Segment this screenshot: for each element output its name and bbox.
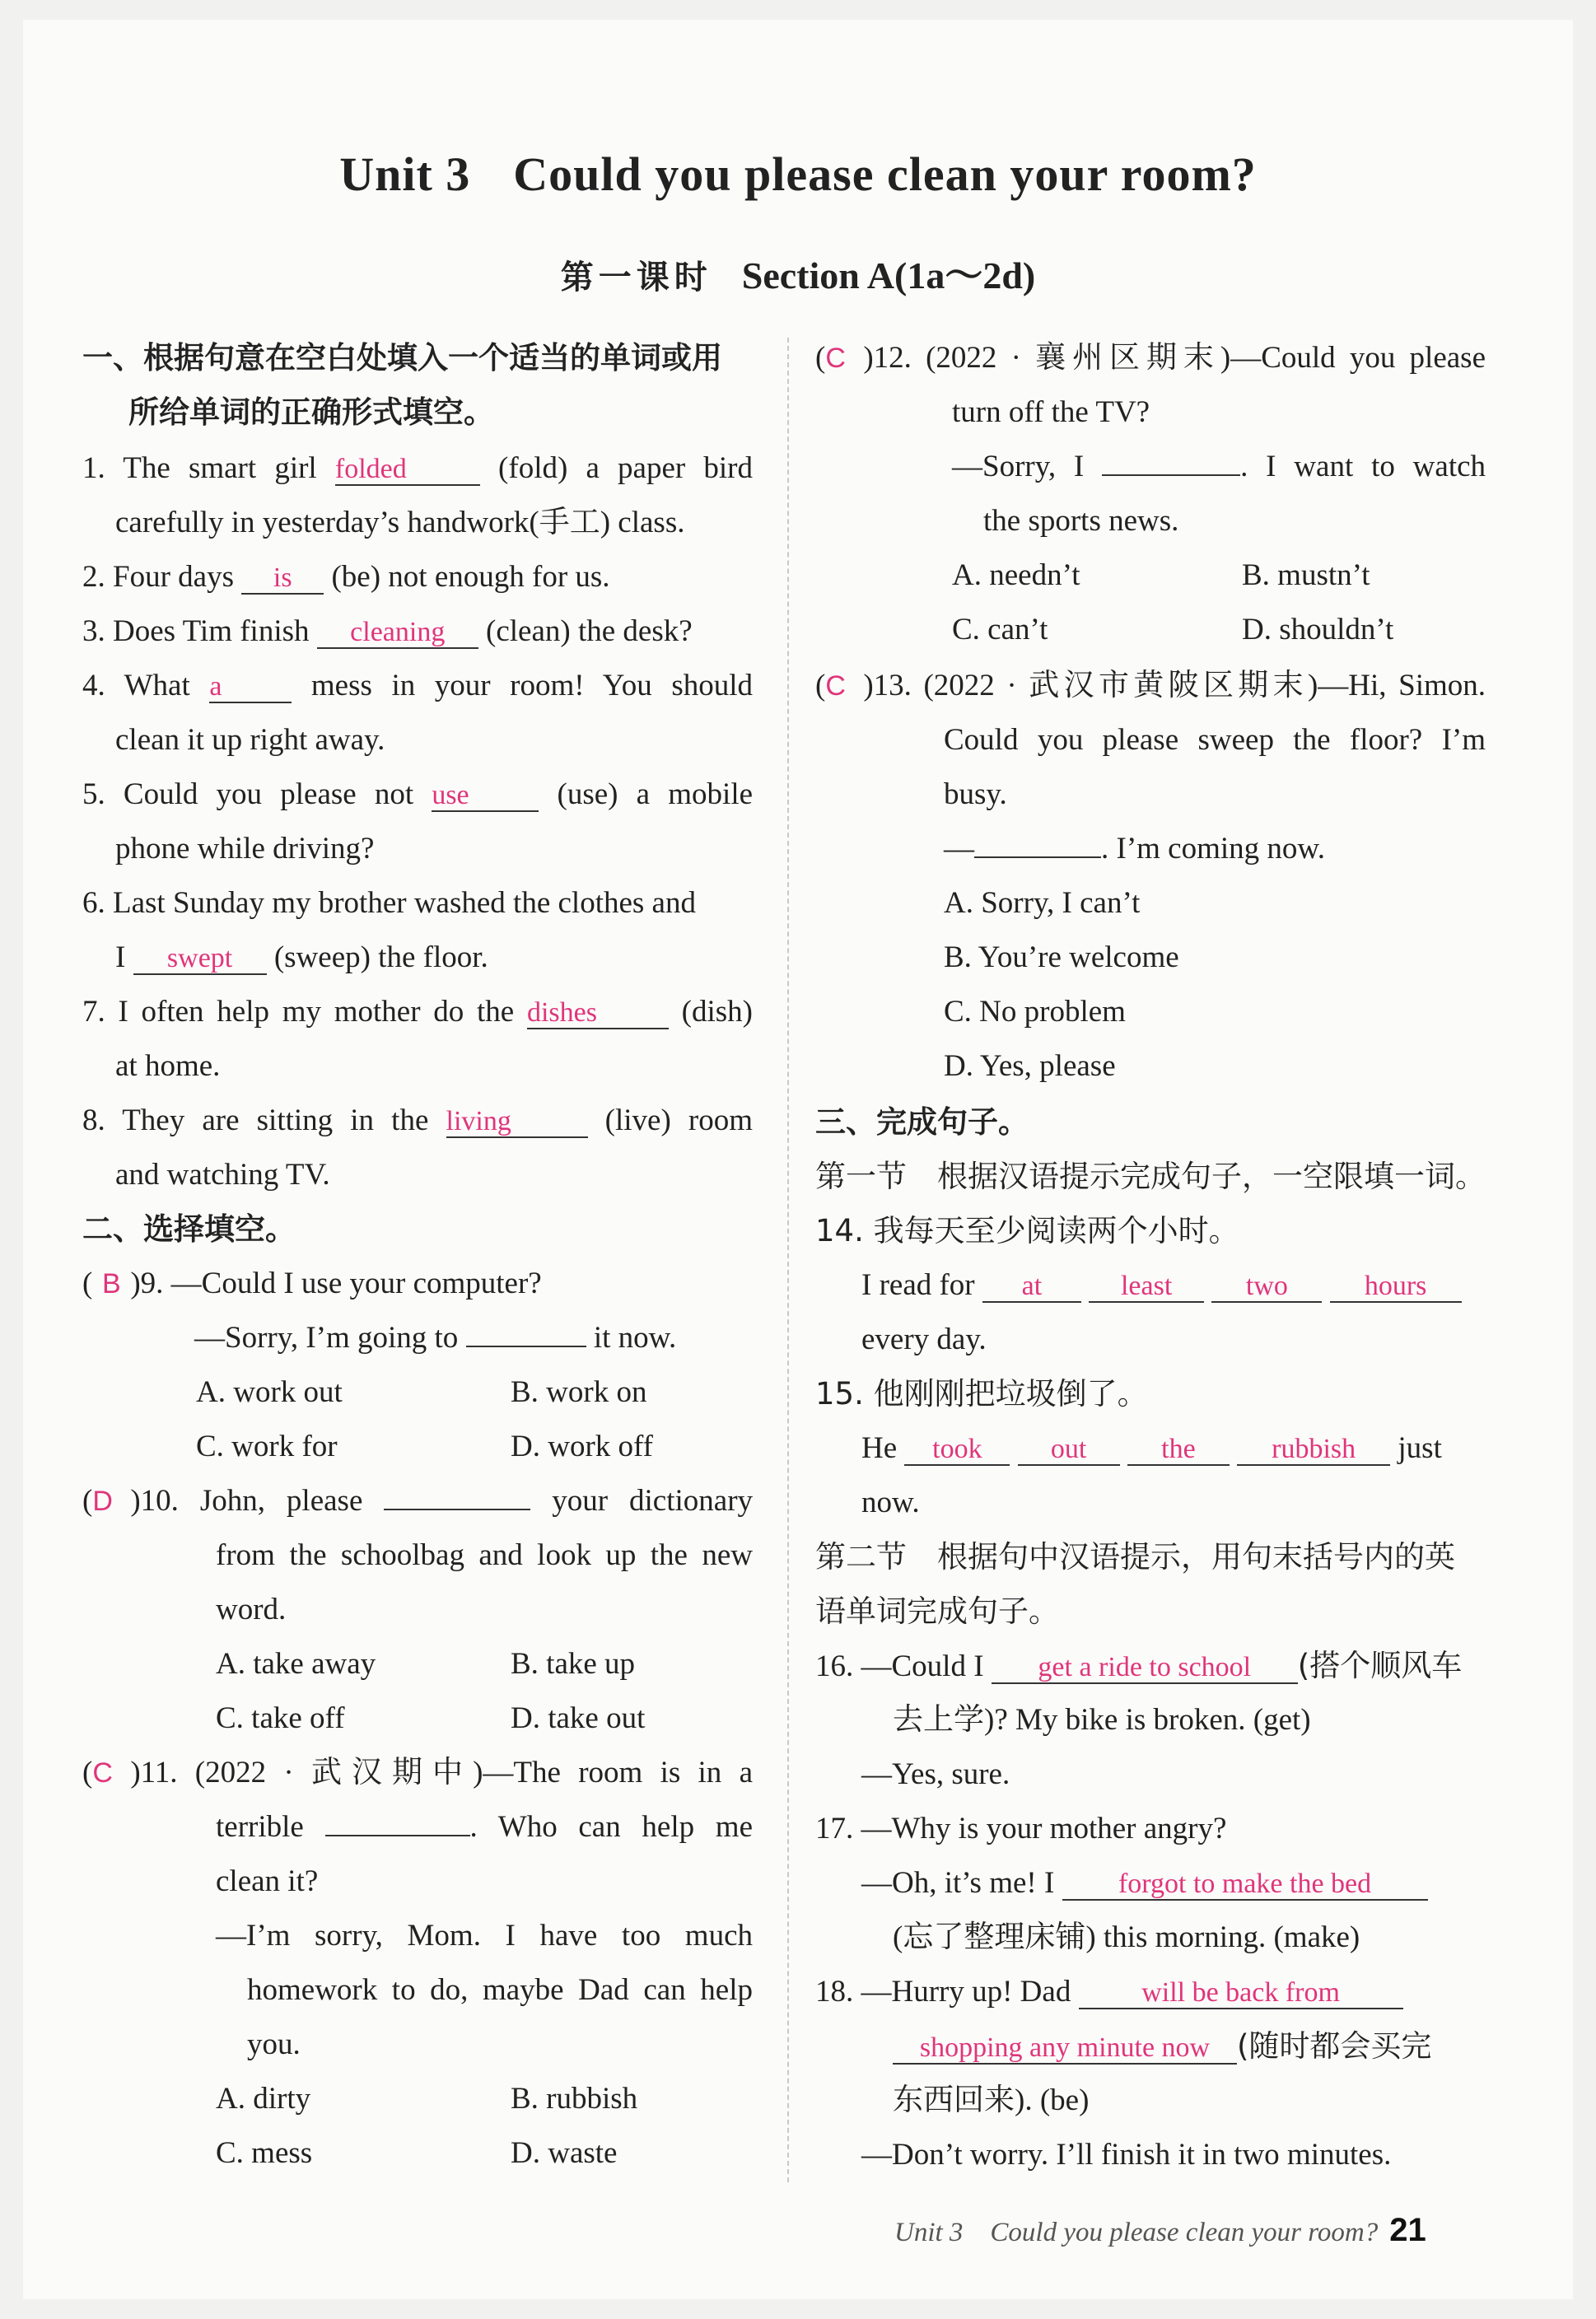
answer-blank: forgot to make the bed [1062, 1869, 1428, 1901]
q11-option-c: C. mess [216, 2136, 313, 2170]
q11-reply: —I’m sorry, Mom. I have too much [216, 1919, 753, 1953]
q11-reply-cont2: you. [247, 2027, 301, 2061]
section1-instruction: 第一节 根据汉语提示完成句子，一空限填一词。 [815, 1159, 1486, 1194]
q17-reply: —Oh, it’s me! I forgot to make the bed [861, 1868, 1428, 1901]
answer-blank: a [209, 672, 292, 703]
q11-option-d: D. waste [511, 2136, 618, 2170]
answer-blank [384, 1509, 530, 1510]
q6-cont: I swept (sweep) the floor. [115, 940, 488, 974]
q11: (C )11. (2022 · 武汉期中)—The room is in a [82, 1756, 753, 1789]
q2: 2. Four days is (be) not enough for us. [82, 560, 610, 594]
answer-blank [466, 1346, 586, 1347]
q13-reply: — . I’m coming now. [944, 832, 1325, 866]
q4: 4. What a mess in your room! You should [82, 669, 753, 702]
q9-cont: —Sorry, I’m going to it now. [194, 1321, 677, 1355]
q16-reply: —Yes, sure. [861, 1757, 1010, 1791]
q9-option-d: D. work off [511, 1430, 653, 1463]
answer-blank: two [1211, 1271, 1322, 1303]
q5: 5. Could you please not use (use) a mobile [82, 777, 754, 811]
answer-blank: least [1089, 1271, 1204, 1303]
answer-blank: dishes [527, 998, 669, 1029]
q13-option-a: A. Sorry, I can’t [944, 886, 1141, 920]
q9-option-b: B. work on [511, 1375, 647, 1409]
answer-blank [974, 856, 1101, 858]
q11-option-a: A. dirty [216, 2082, 311, 2116]
q9: ( B )9. —Could I use your computer? [82, 1267, 542, 1300]
q15: He took out the rubbish just [861, 1431, 1442, 1465]
page-number: 21 [1389, 2212, 1426, 2248]
q17: 17. —Why is your mother angry? [815, 1812, 1227, 1845]
q3: 3. Does Tim finish cleaning (clean) the desk? [82, 614, 693, 648]
choice-answer: C [92, 1757, 113, 1789]
q16-cont: 去上学)? My bike is broken. (get) [893, 1703, 1311, 1737]
answer-blank: is [241, 563, 324, 595]
q13-cont2: busy. [944, 777, 1007, 811]
choice-answer: C [825, 670, 846, 702]
q18-cont2: 东西回来). (be) [893, 2083, 1090, 2117]
q10-option-d: D. take out [511, 1701, 646, 1735]
q12-option-a: A. needn’t [952, 558, 1080, 592]
q10-option-c: C. take off [216, 1701, 345, 1735]
q12: (C )12. (2022 · 襄州区期末)—Could you please [815, 341, 1486, 375]
q5-cont: phone while driving? [115, 832, 375, 866]
q18-reply: —Don’t worry. I’ll finish it in two minutes. [861, 2138, 1392, 2172]
part1-heading: 一、根据句意在空白处填入一个适当的单词或用 [82, 340, 722, 376]
q9-option-a: A. work out [196, 1375, 343, 1409]
q18-cont: shopping any minute now (随时都会买完 [893, 2031, 1431, 2065]
lesson-subtitle: 第一课时 Section A(1a～2d) [560, 254, 1036, 296]
answer-blank: living [446, 1107, 588, 1138]
q12-option-b: B. mustn’t [1242, 558, 1370, 592]
choice-answer: B [101, 1268, 121, 1299]
q10-cont2: word. [216, 1593, 287, 1626]
answer-blank: rubbish [1237, 1435, 1390, 1466]
section2-instruction-cont: 语单词完成句子。 [815, 1593, 1059, 1629]
q4-cont: clean it up right away. [115, 723, 385, 757]
q14: I read for at least two hours [861, 1270, 1462, 1303]
q10: (D )10. John, please your dictionary [82, 1484, 754, 1518]
q13: (C )13. (2022 · 武汉市黄陂区期末)—Hi, Simon. [815, 669, 1486, 702]
q13-option-d: D. Yes, please [944, 1049, 1116, 1083]
q12-reply: —Sorry, I . I want to watch [952, 450, 1486, 483]
q9-option-c: C. work for [196, 1430, 338, 1463]
q14-prompt: 14. 我每天至少阅读两个小时。 [815, 1213, 1239, 1248]
answer-blank [1102, 474, 1240, 476]
q7-cont: at home. [115, 1049, 221, 1083]
answer-blank: get a ride to school [992, 1653, 1298, 1684]
answer-blank: will be back from [1079, 1978, 1403, 2009]
section2-instruction: 第二节 根据句中汉语提示，用句末括号内的英 [815, 1539, 1455, 1575]
q10-option-b: B. take up [511, 1647, 636, 1681]
part1-heading-cont: 所给单词的正确形式填空。 [128, 394, 494, 430]
answer-blank: use [432, 781, 539, 812]
column-divider [787, 338, 789, 2182]
q11-option-b: B. rubbish [511, 2082, 638, 2116]
answer-blank: shopping any minute now [893, 2033, 1237, 2065]
q6: 6. Last Sunday my brother washed the clothes and [82, 886, 696, 920]
q8-cont: and watching TV. [115, 1158, 330, 1192]
answer-blank [325, 1835, 470, 1836]
q11-reply-cont: homework to do, maybe Dad can help [247, 1973, 753, 2007]
q17-cont: (忘了整理床铺) this morning. (make) [893, 1920, 1360, 1954]
q16: 16. —Could I get a ride to school (搭个顺风车 [815, 1648, 1463, 1683]
q10-cont: from the schoolbag and look up the new [216, 1538, 753, 1572]
q13-option-c: C. No problem [944, 995, 1126, 1029]
q13-option-b: B. You’re welcome [944, 940, 1179, 974]
choice-answer: C [825, 343, 846, 374]
q12-reply-cont: the sports news. [983, 504, 1179, 538]
q7: 7. I often help my mother do the dishes (dish) [82, 995, 753, 1029]
answer-blank: swept [133, 944, 267, 975]
q11-cont2: clean it? [216, 1864, 319, 1898]
answer-blank: at [982, 1271, 1081, 1303]
q8: 8. They are sitting in the living (live) room [82, 1104, 753, 1137]
q12-option-c: C. can’t [952, 613, 1048, 646]
q13-cont: Could you please sweep the floor? I’m [944, 723, 1486, 757]
q18: 18. —Hurry up! Dad will be back from [815, 1976, 1403, 2009]
q1-cont: carefully in yesterday’s handwork(手工) class. [115, 506, 685, 539]
answer-blank: took [904, 1435, 1010, 1466]
unit-title: Unit 3 Could you please clean your room? [339, 147, 1257, 201]
q15-prompt: 15. 他刚刚把垃圾倒了。 [815, 1376, 1148, 1411]
q1: 1. The smart girl folded (fold) a paper bird [82, 451, 753, 485]
choice-answer: D [92, 1486, 113, 1517]
answer-blank: folded [335, 455, 480, 486]
q12-option-d: D. shouldn’t [1242, 613, 1394, 646]
part3-heading: 三、完成句子。 [815, 1104, 1029, 1140]
answer-blank: out [1018, 1435, 1120, 1466]
q15-cont: now. [861, 1486, 920, 1519]
q12-cont: turn off the TV? [952, 395, 1150, 429]
answer-blank: cleaning [317, 618, 478, 649]
q10-option-a: A. take away [216, 1647, 376, 1681]
q14-cont: every day. [861, 1323, 987, 1356]
page-footer: Unit 3 Could you please clean your room? 21 [894, 2212, 1426, 2248]
q11-cont: terrible . Who can help me [216, 1810, 753, 1844]
answer-blank: hours [1330, 1271, 1462, 1303]
part2-heading: 二、选择填空。 [82, 1211, 296, 1247]
answer-blank: the [1127, 1435, 1230, 1466]
